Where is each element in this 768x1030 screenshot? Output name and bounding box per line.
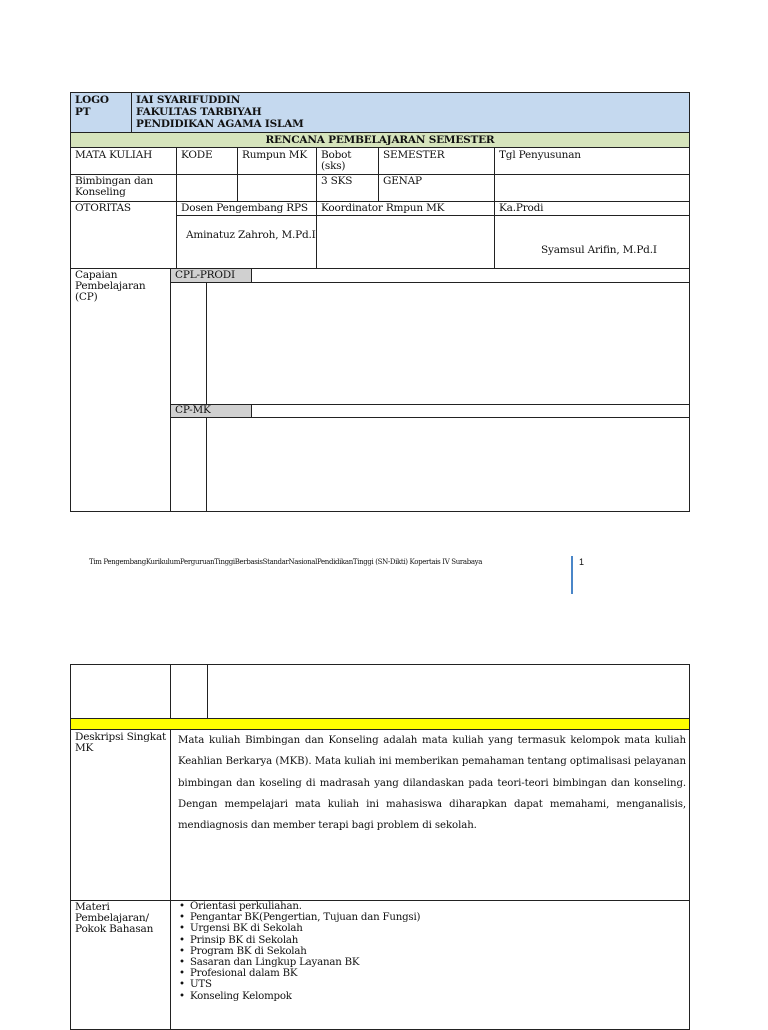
kode-value	[176, 174, 238, 202]
capaian-label: Capaian Pembelajaran (CP)	[75, 269, 146, 303]
materi-label-cell	[70, 900, 171, 1030]
dosen-name: Aminatuz Zahroh, M.Pd.I	[186, 229, 316, 241]
document-title: RENCANA PEMBELAJARAN SEMESTER	[265, 134, 495, 146]
cpmk-label-cell	[170, 404, 252, 418]
page-number: 1	[579, 557, 585, 567]
continuation-label-cell	[70, 664, 171, 719]
materi-list	[179, 901, 420, 1002]
kode-header: KODE	[176, 147, 238, 175]
document-title-cell	[70, 132, 690, 148]
materi-label: Materi Pembelajaran/ Pokok Bahasan	[75, 901, 154, 935]
cpmk-column-divider	[206, 417, 207, 512]
materi-content-cell	[170, 900, 690, 1030]
koordinator-header: Koordinator Rmpun MK	[316, 201, 495, 216]
dosen-name-cell	[176, 215, 317, 269]
cpl-prodi-label-cell	[170, 268, 252, 283]
cpl-prodi-label: CPL-PRODI	[175, 269, 235, 281]
semester-value: GENAP	[378, 174, 495, 202]
page-number-rule	[571, 556, 573, 594]
deskripsi-label-cell	[70, 729, 171, 901]
materi-item: • Pengantar BK(Pengertian, Tujuan dan Fungsi)	[179, 912, 420, 923]
cpl-column-divider	[206, 282, 207, 405]
dosen-header: Dosen Pengembang RPS	[176, 201, 317, 216]
rumpun-header: Rumpun MK	[237, 147, 317, 175]
mata-kuliah-header: MATA KULIAH	[70, 147, 177, 175]
institution-cell	[131, 92, 690, 133]
cpmk-label: CP-MK	[175, 404, 211, 416]
materi-item: • Orientasi perkuliahan.	[179, 901, 420, 912]
institution-line-1: IAI SYARIFUDDIN	[136, 94, 241, 106]
deskripsi-content-cell	[170, 729, 690, 901]
tgl-value	[494, 174, 690, 202]
deskripsi-text: Mata kuliah Bimbingan dan Konseling adalah mata kuliah yang termasuk kelompok mata kuliah Keahlian Berkarya (MKB). Mata kuliah ini memberikan pemahaman tentang optimalisasi pelayanan bimbingan dan koseling di madrasah yang dilandaskan pada teori-teori bimbingan dan konseling. Dengan mempelajari mata kuliah ini mahasiswa diharapkan dapat memahami, menganalisis, mendiagnosis dan member terapi bagi problem di sekolah.	[178, 735, 686, 832]
semester-header: SEMESTER	[378, 147, 495, 175]
cpl-row	[170, 282, 690, 405]
cpmk-row	[170, 417, 690, 512]
materi-item: • Prinsip BK di Sekolah	[179, 935, 420, 946]
continuation-content-cell	[207, 664, 690, 719]
kaprodi-name: Syamsul Arifin, M.Pd.I	[541, 244, 657, 256]
logo-label: LOGO PT	[75, 94, 109, 118]
mata-kuliah-value: Bimbingan dan Konseling	[70, 174, 177, 202]
page-footer-text: Tim PengembangKurikulumPerguruanTinggiBerbasisStandarNasionalPendidikanTinggi (SN-Dikti) Kopertais IV Surabaya	[89, 558, 483, 566]
logo-cell	[70, 92, 132, 133]
capaian-label-cell	[70, 268, 171, 512]
materi-item: • Konseling Kelompok	[179, 991, 420, 1002]
otoritas-label-cell	[70, 201, 177, 269]
otoritas-label: OTORITAS	[75, 202, 131, 214]
continuation-mid-cell	[170, 664, 208, 719]
kaprodi-name-cell	[494, 215, 690, 269]
bobot-header: Bobot (sks)	[316, 147, 379, 175]
materi-item: • UTS	[179, 979, 420, 990]
bobot-value: 3 SKS	[316, 174, 379, 202]
materi-item: • Urgensi BK di Sekolah	[179, 923, 420, 934]
kaprodi-header: Ka.Prodi	[494, 201, 690, 216]
rumpun-value	[237, 174, 317, 202]
tgl-header: Tgl Penyusunan	[494, 147, 690, 175]
materi-item: • Sasaran dan Lingkup Layanan BK	[179, 957, 420, 968]
institution-line-2: FAKULTAS TARBIYAH	[136, 106, 262, 118]
institution-line-3: PENDIDIKAN AGAMA ISLAM	[136, 118, 304, 130]
materi-item: • Program BK di Sekolah	[179, 946, 420, 957]
koordinator-name-cell	[316, 215, 495, 269]
deskripsi-label: Deskripsi Singkat MK	[75, 731, 167, 754]
materi-item: • Profesional dalam BK	[179, 968, 420, 979]
